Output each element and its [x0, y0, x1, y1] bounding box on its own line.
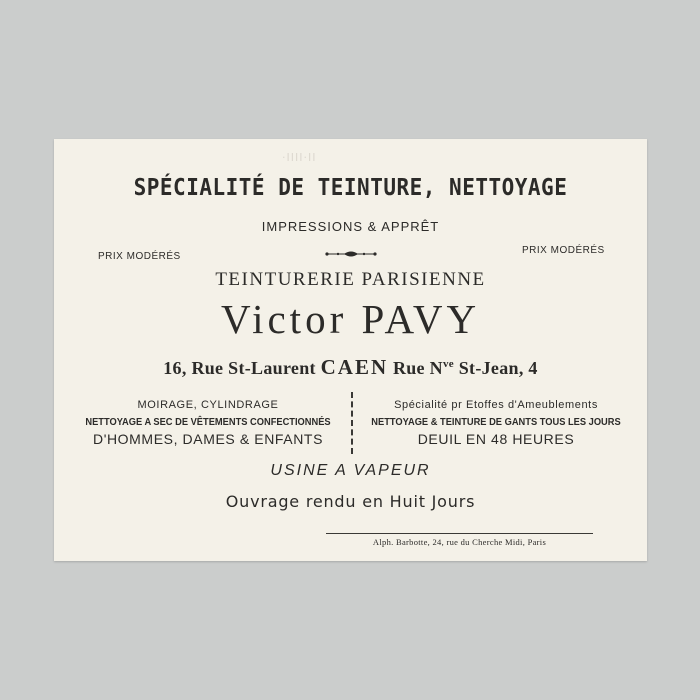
address-street-2: Rue N — [388, 358, 443, 378]
address-street-3: St-Jean, 4 — [453, 358, 538, 378]
card-subtitle: IMPRESSIONS & APPRÊT — [261, 219, 440, 234]
shop-type: TEINTURERIE PARISIENNE — [215, 269, 486, 290]
ornament-divider-icon — [324, 249, 378, 259]
address-city: CAEN — [320, 355, 389, 379]
card-title: SPÉCIALITÉ DE TEINTURE, NETTOYAGE — [133, 173, 568, 201]
service-line: DEUIL EN 48 HEURES — [417, 431, 575, 447]
address-line — [54, 355, 647, 380]
services-right — [355, 397, 637, 448]
printer-imprint: Alph. Barbotte, 24, rue du Cherche Midi, Paris — [372, 537, 547, 547]
service-line: NETTOYAGE & TEINTURE DE GANTS TOUS LES JOURS — [371, 417, 621, 428]
factory-line: USINE A VAPEUR — [270, 462, 431, 479]
faint-mark: ·IIII·II — [282, 151, 317, 164]
service-line: MOIRAGE, CYLINDRAGE — [137, 399, 279, 411]
services-left — [72, 397, 344, 448]
service-line: Spécialité pr Etoffes d'Ameublements — [394, 399, 598, 411]
delivery-line: Ouvrage rendu en Huit Jours — [225, 492, 476, 511]
business-card — [54, 139, 647, 561]
prix-left: PRIX MODÉRÉS — [98, 251, 181, 262]
service-line: NETTOYAGE A SEC DE VÊTEMENTS CONFECTIONNÉS — [85, 417, 331, 428]
dashed-divider — [351, 392, 353, 454]
proprietor-name: Victor PAVY — [220, 296, 481, 342]
service-line: D'HOMMES, DAMES & ENFANTS — [92, 431, 324, 447]
prix-right: PRIX MODÉRÉS — [522, 245, 605, 256]
printer-rule — [326, 533, 593, 534]
address-superscript: ve — [442, 358, 454, 370]
address-street-1: 16, Rue St-Laurent — [163, 358, 321, 378]
